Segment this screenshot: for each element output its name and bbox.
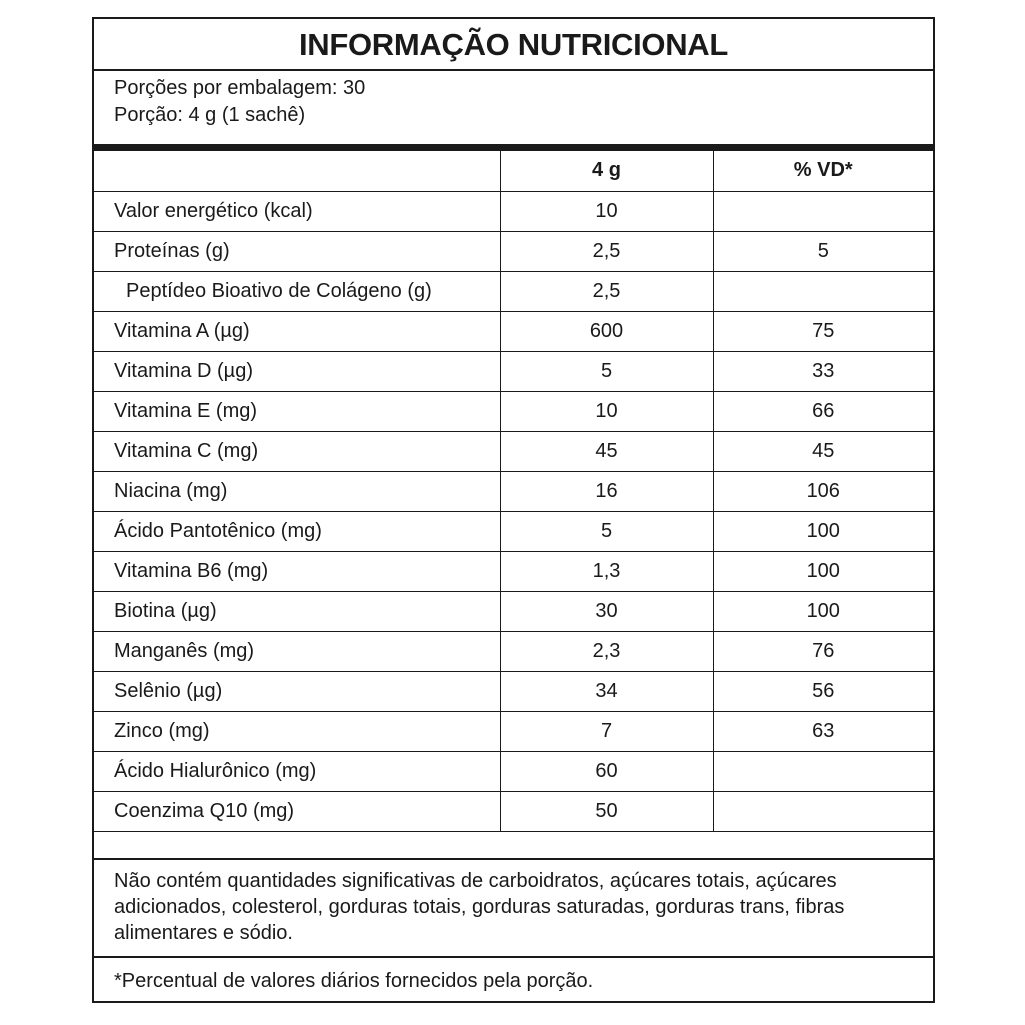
nutrient-dv: 66	[713, 391, 933, 431]
nutrient-dv	[713, 791, 933, 831]
nutrient-name: Zinco (mg)	[94, 711, 500, 751]
table-row	[94, 671, 933, 711]
nutrient-amount: 10	[500, 391, 713, 431]
nutrient-dv: 33	[713, 351, 933, 391]
nutrient-name: Vitamina E (mg)	[94, 391, 500, 431]
nutrient-name: Ácido Hialurônico (mg)	[94, 751, 500, 791]
nutrient-dv: 75	[713, 311, 933, 351]
nutrient-dv: 5	[713, 231, 933, 271]
table-bottom-divider	[94, 858, 933, 860]
nutrient-name: Vitamina B6 (mg)	[94, 551, 500, 591]
nutrient-amount: 7	[500, 711, 713, 751]
nutrient-amount: 34	[500, 671, 713, 711]
nutrient-dv: 100	[713, 511, 933, 551]
daily-value-footnote: *Percentual de valores diários fornecidos pela porção.	[114, 970, 594, 992]
serving-size: Porção: 4 g (1 sachê)	[114, 104, 306, 126]
nutrient-name: Niacina (mg)	[94, 471, 500, 511]
nutrient-amount: 2,5	[500, 271, 713, 311]
table-row	[94, 751, 933, 791]
nutrient-amount: 2,5	[500, 231, 713, 271]
nutrient-amount: 60	[500, 751, 713, 791]
table-row	[94, 311, 933, 351]
header-daily-value: % VD*	[713, 151, 933, 191]
nutrient-dv: 45	[713, 431, 933, 471]
nutrient-dv: 106	[713, 471, 933, 511]
portion-info	[114, 75, 365, 129]
nutrient-name: Valor energético (kcal)	[94, 191, 500, 231]
header-nutrient	[94, 151, 500, 191]
nutrient-amount: 30	[500, 591, 713, 631]
nutrition-facts-label	[92, 17, 935, 1003]
nutrient-amount: 1,3	[500, 551, 713, 591]
table-row	[94, 191, 933, 231]
nutrient-amount: 5	[500, 351, 713, 391]
table-row	[94, 631, 933, 671]
nutrient-name: Biotina (µg)	[94, 591, 500, 631]
nutrition-table	[94, 151, 933, 832]
nutrient-amount: 16	[500, 471, 713, 511]
nutrient-amount: 600	[500, 311, 713, 351]
nutrient-amount: 2,3	[500, 631, 713, 671]
nutrient-name: Peptídeo Bioativo de Colágeno (g)	[94, 271, 500, 311]
thick-divider	[94, 144, 933, 151]
nutrient-dv: 100	[713, 551, 933, 591]
nutrient-amount: 45	[500, 431, 713, 471]
table-row	[94, 231, 933, 271]
footnote-divider	[94, 956, 933, 958]
nutrient-name: Proteínas (g)	[94, 231, 500, 271]
nutrient-name: Coenzima Q10 (mg)	[94, 791, 500, 831]
table-row	[94, 591, 933, 631]
nutrient-dv	[713, 271, 933, 311]
nutrient-dv	[713, 751, 933, 791]
nutrient-dv: 76	[713, 631, 933, 671]
nutrient-dv: 56	[713, 671, 933, 711]
nutrient-dv: 100	[713, 591, 933, 631]
table-row	[94, 471, 933, 511]
table-header-row	[94, 151, 933, 191]
nutrient-amount: 50	[500, 791, 713, 831]
nutrient-name: Vitamina C (mg)	[94, 431, 500, 471]
label-title: INFORMAÇÃO NUTRICIONAL	[94, 19, 933, 71]
nutrient-name: Selênio (µg)	[94, 671, 500, 711]
nutrient-name: Manganês (mg)	[94, 631, 500, 671]
nutrient-amount: 5	[500, 511, 713, 551]
nutrient-dv	[713, 191, 933, 231]
table-row	[94, 351, 933, 391]
table-row	[94, 791, 933, 831]
nutrient-name: Vitamina D (µg)	[94, 351, 500, 391]
header-amount: 4 g	[500, 151, 713, 191]
nutrient-name: Vitamina A (µg)	[94, 311, 500, 351]
nutrient-amount: 10	[500, 191, 713, 231]
not-significant-note: Não contém quantidades significativas de carboidratos, açúcares totais, açúcares adicionados, colesterol, gorduras totais, gorduras saturadas, gorduras trans, fibras alimentares e sódio.	[114, 870, 845, 944]
table-row	[94, 271, 933, 311]
table-row	[94, 391, 933, 431]
table-row	[94, 711, 933, 751]
nutrient-dv: 63	[713, 711, 933, 751]
nutrient-name: Ácido Pantotênico (mg)	[94, 511, 500, 551]
table-row	[94, 511, 933, 551]
servings-per-package: Porções por embalagem: 30	[114, 77, 366, 99]
table-row	[94, 551, 933, 591]
table-row	[94, 431, 933, 471]
